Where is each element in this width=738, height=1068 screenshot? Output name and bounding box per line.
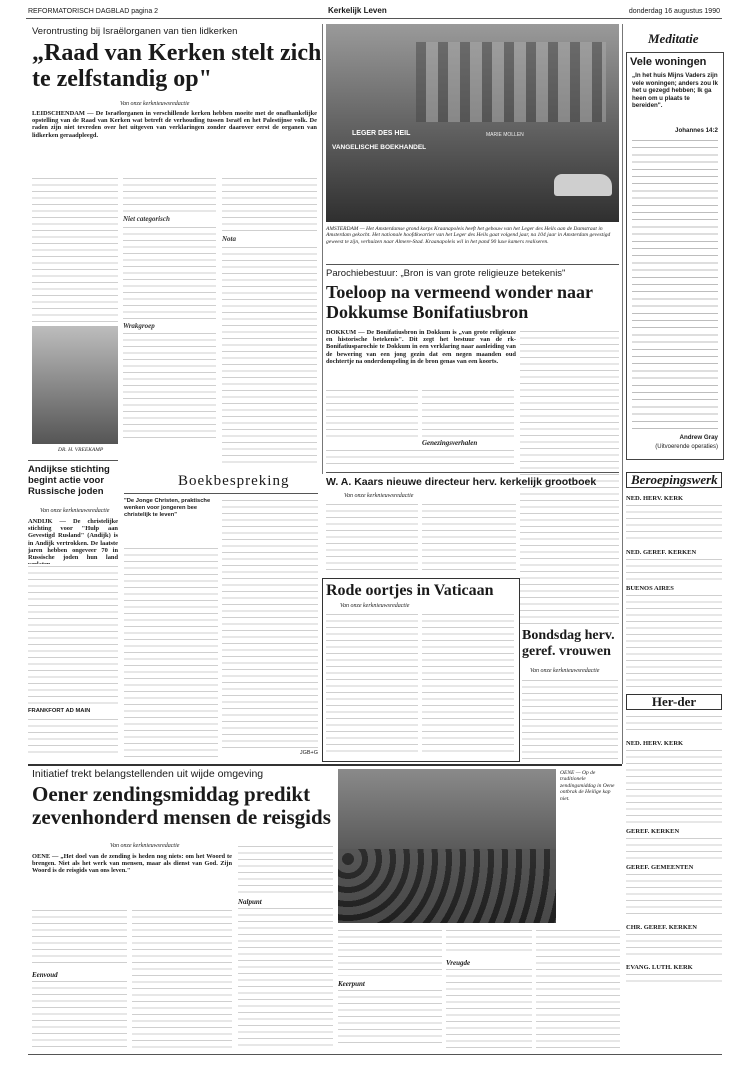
beroepingswerk-text-1 <box>626 503 722 543</box>
article1-subhead-3: Wrakgroep <box>123 321 155 330</box>
article1-photo <box>32 326 118 444</box>
article4-col4b <box>338 988 442 1048</box>
article3-kicker: Parochiebestuur: „Bron is van grote religieuze betekenis" <box>326 268 566 279</box>
herder-text-4 <box>626 932 722 960</box>
article1-headline: „Raad van Kerken stelt zich te zelfstandig op" <box>32 40 322 92</box>
article1-subhead-2: Nota <box>222 235 236 243</box>
kaars-col2 <box>422 502 516 574</box>
article1-kicker: Verontrusting bij Israëlorganen van tien lidkerken <box>32 26 238 37</box>
article4-headline: Oener zendingsmiddag predikt zevenhonderd mensen de reisgids <box>32 782 331 829</box>
herder-text-1 <box>626 748 722 824</box>
article4-lead: OENE — „Het doel van de zending is heden nog niets: om het Woord te brengen. Niet als het werk van mensen, maar als dienst van God. Zijn Woord is de reisgids van ons leven." <box>32 853 232 875</box>
parked-car <box>554 174 612 196</box>
meditatie-author-note: (Uitvoerende operaties) <box>655 444 718 450</box>
article4-col5a <box>446 928 532 956</box>
photo-sign-left2: VANGELISCHE BOEKHANDEL <box>332 144 427 151</box>
herder-text-5 <box>626 972 722 986</box>
article1-col1 <box>32 176 118 326</box>
article4-byline: Van onze kerknieuwsredactie <box>110 843 180 849</box>
article3-col-d <box>326 448 514 468</box>
rule-article4 <box>28 764 622 766</box>
meditatie-text <box>632 138 718 430</box>
herder-group-2: GEREF. KERKEN <box>626 828 680 835</box>
article2-lead: ANDIJK — De christelijke stichting voor "Hulp aan Gevestigd Rusland" (Andijk) is in Andijk vertrokken. De laatste jaren hebben ongeveer 70 in Russische joden hun land <box>28 518 118 562</box>
boekbespreking-title: "De Jonge Christen, praktische wenken voor jongeren bee christelijk te leven" <box>124 498 211 518</box>
photo-sign-left: LEGER DES HEIL <box>352 130 411 137</box>
herder-intro <box>626 714 722 732</box>
herder-group-3: GEREF. GEMEENTEN <box>626 864 694 871</box>
bondsdag-body <box>522 678 618 760</box>
col-rule-1 <box>322 24 323 474</box>
rode-col1 <box>326 612 418 756</box>
rule-photo1 <box>326 264 619 265</box>
article4-col6 <box>536 928 620 1048</box>
article4-photo <box>338 769 556 923</box>
article4-col2 <box>132 908 232 1048</box>
boek-col1 <box>124 546 218 758</box>
article4-photo-caption: OENE — Op de traditionele zendingsmiddag in Oene ontbrak de Heilige kap niet. <box>560 770 615 802</box>
kaars-headline: W. A. Kaars nieuwe directeur herv. kerkelijk grootboek <box>326 476 597 488</box>
article1-byline: Van onze kerknieuwsredactie <box>120 101 190 107</box>
article2-headline: Andijkse stichting begint actie voor Russische joden <box>28 464 110 497</box>
crowd-silhouettes <box>338 849 556 923</box>
rode-col2 <box>422 612 514 756</box>
kaars-col1 <box>326 502 418 574</box>
kaars-byline: Van onze kerknieuwsredactie <box>344 493 414 499</box>
article3-col-c <box>520 329 619 529</box>
kaars-col3 <box>520 530 619 624</box>
article4-col1b <box>32 979 127 1049</box>
meditatie-author: Andrew Gray <box>679 434 718 441</box>
meditatie-section: Meditatie <box>648 31 699 46</box>
masthead-date: donderdag 16 augustus 1990 <box>628 8 720 15</box>
article4-subhead-3: Keerpunt <box>338 980 365 988</box>
article1-lead: LEIDSCHENDAM — De Israëlorganen in verschillende kerken hebben moeite met de onafhankelijke opstelling van de Raad van Kerken wat betreft de verhouding tussen Israël en het Palestijnse volk. De raden zijn niet tevreden over het uitgeven van verklaringen zonder daarover eerst de organen van lidkerken geraadpleegd. <box>32 110 317 139</box>
bondsdag-headline: Bondsdag herv. geref. vrouwen <box>522 628 615 659</box>
article4-subhead-4: Vreugde <box>446 959 471 967</box>
article4-subhead-2: Nalpunt <box>238 898 262 906</box>
masthead-section: Kerkelijk Leven <box>328 6 387 15</box>
masthead-paper: REFORMATORISCH DAGBLAD pagina 2 <box>28 8 159 15</box>
col-rule-2 <box>622 24 623 764</box>
meditatie-title: Vele woningen <box>630 56 707 68</box>
photo-sign-right: MARIE MOLLEN <box>486 132 524 138</box>
herder-text-3 <box>626 872 722 918</box>
article1-subhead-1: Niet categorisch <box>123 215 170 223</box>
article1-photo-caption: DR. H. VREEKAMP <box>58 447 104 453</box>
beroepingswerk-group-1: NED. HERV. KERK <box>626 495 684 502</box>
article4-kicker: Initiatief trekt belangstellenden uit wijde omgeving <box>32 768 264 780</box>
article2-dateline: FRANKFORT AD MAIN <box>28 708 91 714</box>
photo1-caption: AMSTERDAM — Het Amsterdamse grond korps Kraanapoleis heeft het gebouw van het Leger des Heils aan de Damstraat in Amsterdam gekocht. Het nationale hoofdkwartier van het Leger des Heils gaat volgend jaar, na 104 jaar in Amsterdam gevestigd geweest te zijn, verhuizen naar Almere-Stad. Kraanapoleis wil in het pand 90 luxe kamers realiseren. <box>326 226 611 245</box>
article3-headline: Toeloop na vermeend wonder naar Dokkumse Bonifatiusbron <box>326 282 593 322</box>
beroepingswerk-group-3: BUENOS AIRES <box>626 585 674 592</box>
rule-boek <box>124 493 318 494</box>
article4-col1 <box>32 908 127 968</box>
masthead-rule <box>26 18 722 19</box>
facade-window-grid <box>416 42 606 122</box>
bottom-rule <box>28 1054 722 1055</box>
beroepingswerk-section: Beroepingswerk <box>626 472 722 488</box>
article3-lead: DOKKUM — De Bonifatiusbron in Dokkum is „van grote religieuze en historische betekenis". Dit zegt het bestuur van de rk-Bonifatiusparochie te Dokkum in een verklaring naar aanleiding van de bewering van een jong gezin dat een negen maanden oud dochtertje na onderdompeling in de bron genas van een koorts. <box>326 329 516 365</box>
rule-article2 <box>28 460 118 461</box>
article2-body-2 <box>28 717 118 757</box>
beroepingswerk-group-2: NED. GEREF. KERKEN <box>626 549 697 556</box>
herder-group-5: EVANG. LUTH. KERK <box>626 964 693 971</box>
herder-group-1: NED. HERV. KERK <box>626 740 684 747</box>
meditatie-ref: Johannes 14:2 <box>675 127 718 134</box>
article3-col-a <box>326 388 418 438</box>
meditatie-quote: „In het huis Mijns Vaders zijn vele woningen; anders zou Ik het u gezegd hebben; Ik ga heen om u plaats te bereiden". <box>632 72 718 109</box>
herder-group-4: CHR. GEREF. KERKEN <box>626 924 697 931</box>
article4-col5b <box>446 967 532 1048</box>
boekbespreking-section: Boekbespreking <box>178 473 290 489</box>
herder-text-2 <box>626 836 722 860</box>
article2-byline: Van onze kerknieuwsredactie <box>40 508 110 514</box>
boek-col2 <box>222 498 318 748</box>
article1-col3 <box>222 176 317 466</box>
article3-col-b <box>422 388 514 438</box>
article4-col3b <box>238 906 333 1048</box>
article4-col4 <box>338 928 442 976</box>
beroepingswerk-text-3 <box>626 593 722 687</box>
beroepingswerk-text-2 <box>626 557 722 581</box>
article2-body <box>28 564 118 706</box>
rule-kaars <box>326 472 619 473</box>
boekbespreking-signoff: JGB+G <box>299 750 318 756</box>
article4-col3a <box>238 844 333 894</box>
article3-subhead-1: Genezingsverhalen <box>422 439 478 447</box>
herder-section: Her-der <box>626 694 722 710</box>
bondsdag-byline: Van onze kerknieuwsredactie <box>530 668 600 674</box>
rode-headline: Rode oortjes in Vaticaan <box>326 582 494 599</box>
article-photo-building <box>326 24 619 222</box>
rode-byline: Van onze kerknieuwsredactie <box>340 603 410 609</box>
article1-col2 <box>123 176 216 436</box>
article4-subhead-1: Eenvoud <box>32 971 58 979</box>
